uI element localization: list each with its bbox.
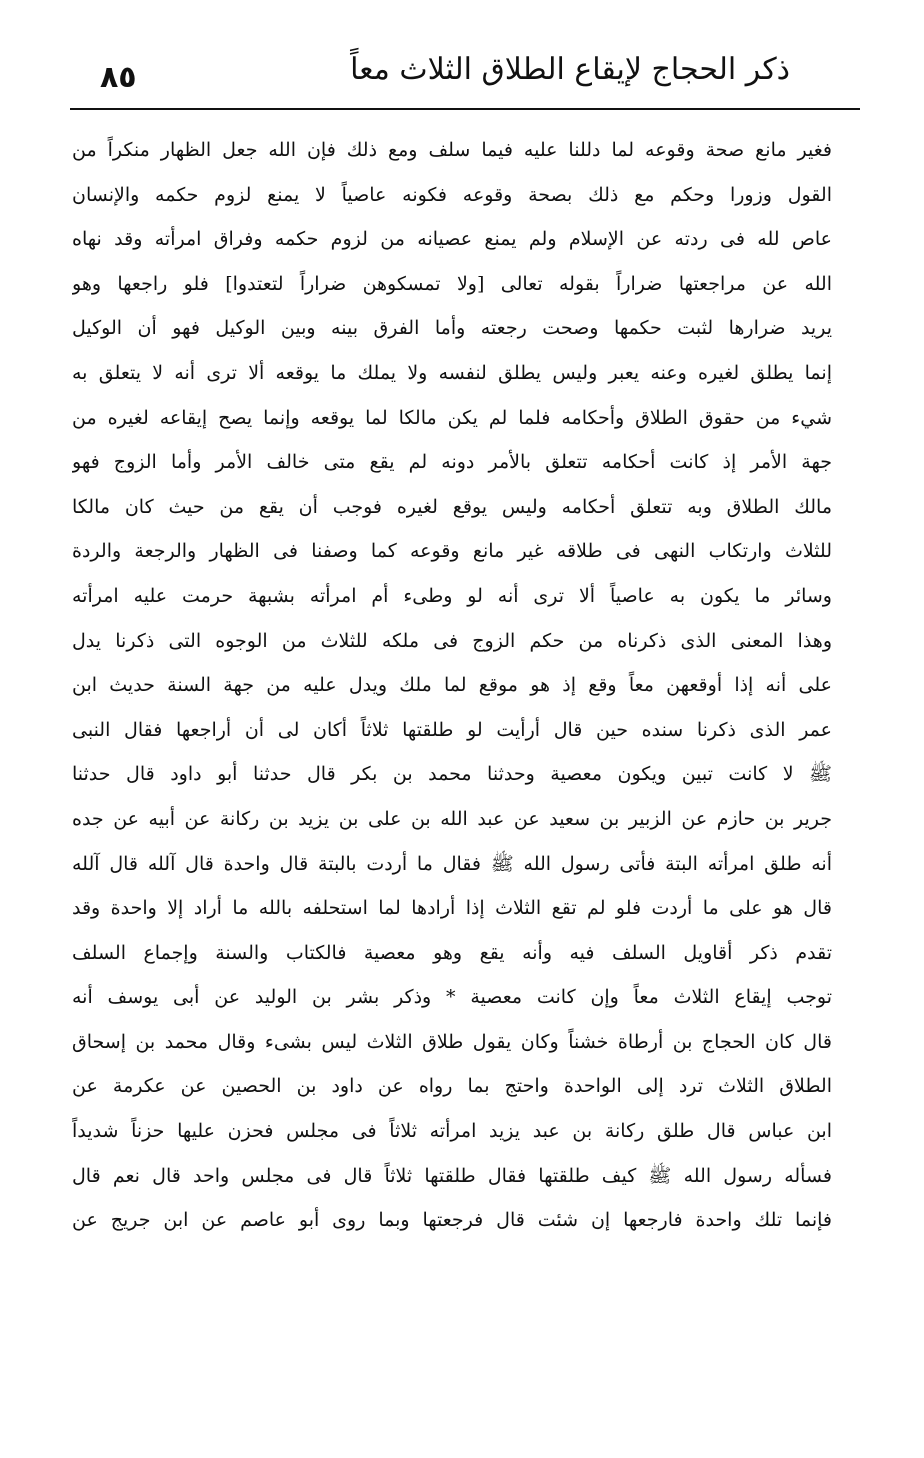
header-rule [70,108,860,110]
text-line: وسائر ما يكون به عاصياً ألا ترى أنه لو وطىء أم امرأته بشبهة حرمت عليه امرأته [72,584,832,607]
page-number: ٨٥ [100,60,137,95]
text-line: على أنه إذا أوقعهن معاً وقع إذ هو موقع لما ملك ويدل عليه من جهة السنة حديث ابن [72,674,832,697]
body-text [72,128,832,1243]
text-line: فغير مانع صحة وقوعه لما دللنا عليه فيما سلف ومع ذلك فإن الله جعل الظهار منكراً من [72,139,832,161]
text-line: ابن عباس قال طلق ركانة بن عبد يزيد امرأته ثلاثاً فى مجلس فحزن عليها حزناً شديداً [72,1120,832,1143]
text-line: ﷺ لا كانت تبين ويكون معصية وحدثنا محمد بن بكر قال حدثنا أبو داود قال حدثنا [72,763,832,786]
text-line: جرير بن حازم عن الزبير بن سعيد عن عبد الله بن على بن يزيد بن ركانة عن أبيه عن جده [72,807,832,830]
text-line: فسأله رسول الله ﷺ كيف طلقتها فقال طلقتها ثلاثاً قال فى مجلس واحد قال نعم قال [72,1164,832,1187]
page-header [70,40,850,102]
text-line: وهذا المعنى الذى ذكرناه من حكم الزوج فى ملكه للثلاث من الوجوه التى ذكرنا يدل [72,629,832,652]
text-line: عمر الذى ذكرنا سنده حين قال أرأيت لو طلقتها ثلاثاً أكان لى أن أراجعها فقال النبى [72,718,832,741]
text-line: الطلاق الثلاث ترد إلى الواحدة واحتج بما رواه عن داود بن الحصين عن عكرمة عن [72,1075,832,1098]
text-line: قال هو على ما أردت فلو لم تقع الثلاث إذا أرادها لما استحلفه بالله ما أراد إلا واحدة وقد [72,897,832,920]
text-line: أنه طلق امرأته البتة فأتى رسول الله ﷺ فقال ما أردت بالبتة قال واحدة قال آلله قال آلله [72,852,832,875]
text-line: مالك الطلاق وبه تتعلق أحكامه وليس يوقع لغيره فوجب أن يقع من حيث كان مالكا [72,495,832,518]
running-title: ذكر الحجاج لإيقاع الطلاق الثلاث معاً [350,52,790,87]
text-line: جهة الأمر إذ كانت أحكامه تتعلق بالأمر دونه لم يقع متى خالف الأمر وأما الزوج فهو [72,451,832,474]
text-line: قال كان الحجاج بن أرطاة خشناً وكان يقول طلاق الثلاث ليس بشىء وقال محمد بن إسحاق [72,1030,832,1053]
text-line: للثلاث وارتكاب النهى فى طلاقه غير مانع وقوعه كما وصفنا فى الظهار والرجعة والردة [72,540,832,563]
text-line: يريد ضرارها لثبت حكمها وصحت رجعته وأما الفرق بينه وبين الوكيل فهو أن الوكيل [72,317,832,340]
text-line: شيء من حقوق الطلاق وأحكامه فلما لم يكن مالكا لما يوقعه وإنما يصح إيقاعه لغيره من [72,406,832,429]
text-line: الله عن مراجعتها ضراراً بقوله تعالى [ولا تمسكوهن ضراراً لتعتدوا] فلو راجعها وهو [72,272,832,295]
text-line: توجب إيقاع الثلاث معاً وإن كانت معصية * وذكر بشر بن الوليد عن أبى يوسف أنه [72,986,832,1009]
text-line: القول وزورا وحكم مع ذلك بصحة وقوعه فكونه عاصياً لا يمنع لزوم حكمه والإنسان [72,183,832,206]
text-line: إنما يطلق لغيره وعنه يعبر وليس يطلق لنفسه ولا يملك ما يوقعه ألا ترى أنه لا يتعلق به [72,361,832,384]
text-line: عاص لله فى ردته عن الإسلام ولم يمنع عصيانه من لزوم حكمه وفراق امرأته وقد نهاه [72,228,832,251]
text-line: تقدم ذكر أقاويل السلف فيه وأنه يقع وهو معصية فالكتاب والسنة وإجماع السلف [72,941,832,964]
text-line: فإنما تلك واحدة فارجعها إن شئت قال فرجعتها وبما روى أبو عاصم عن ابن جريج عن [72,1209,832,1232]
